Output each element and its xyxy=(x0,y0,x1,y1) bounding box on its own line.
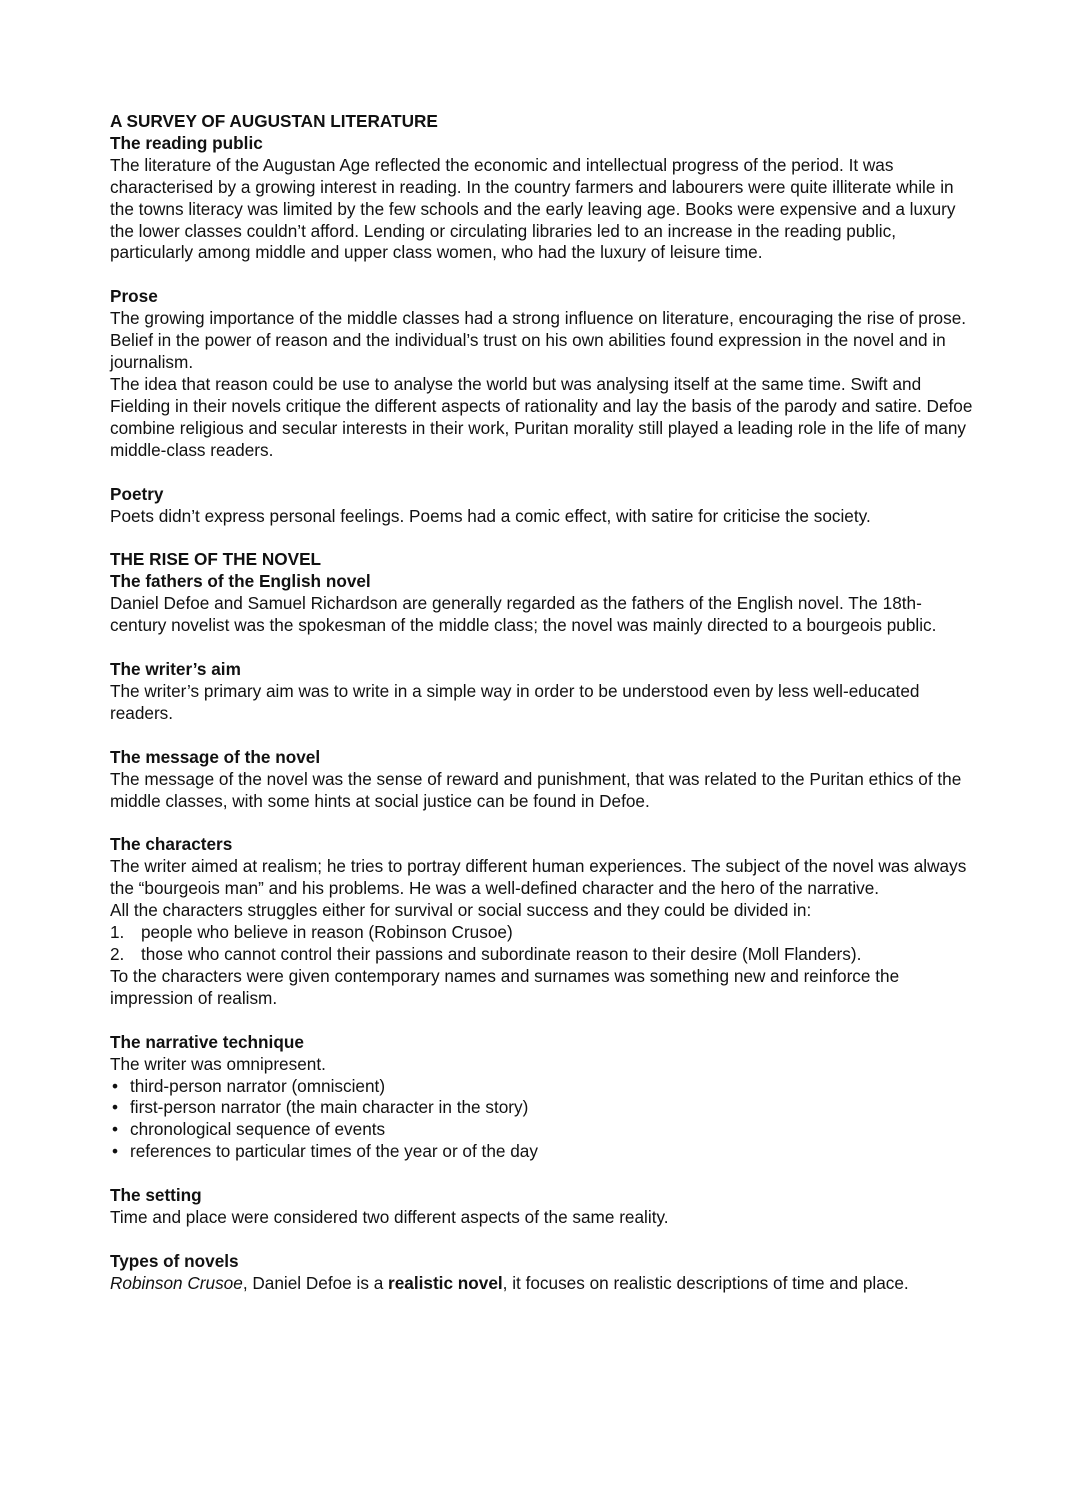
prose-paragraph-2: The idea that reason could be use to analyse the world but was analysing itself at the same time. Swift and Fielding in their novels critique the different aspects of rationality and lay the basis of the parody and satire. Defoe combine religious and secular interests in their work, Puritan morality still played a leading role in the life of many middle-class readers. xyxy=(110,373,973,460)
list-number: 1. xyxy=(110,922,125,943)
prose-heading: Prose xyxy=(110,286,158,307)
list-item-text: chronological sequence of events xyxy=(130,1119,386,1140)
list-item-text: third-person narrator (omniscient) xyxy=(130,1075,386,1096)
setting-text: Time and place were considered two different aspects of the same reality. xyxy=(110,1207,669,1228)
types-text xyxy=(110,1273,978,1295)
novel-title: THE RISE OF THE NOVEL xyxy=(110,549,322,570)
survey-title: A SURVEY OF AUGUSTAN LITERATURE xyxy=(110,111,438,131)
list-item xyxy=(110,1097,978,1119)
characters-heading: The characters xyxy=(110,834,233,855)
technique-intro: The writer was omnipresent. xyxy=(110,1053,326,1074)
bullet-icon: • xyxy=(112,1097,119,1118)
list-item-text: those who cannot control their passions and subordinate reason to their desire (Moll Flanders). xyxy=(141,944,862,964)
list-item xyxy=(110,1076,978,1098)
list-item xyxy=(110,922,978,944)
realistic-novel-bold: realistic novel xyxy=(388,1272,503,1293)
list-item xyxy=(110,944,978,966)
list-number: 2. xyxy=(110,944,125,964)
characters-paragraph-2: All the characters struggles either for survival or social success and they could be divided in: xyxy=(110,900,812,921)
characters-list xyxy=(110,922,978,966)
aim-heading: The writer’s aim xyxy=(110,659,241,680)
setting-heading: The setting xyxy=(110,1185,202,1206)
types-text-end: , it focuses on realistic descriptions of time and place. xyxy=(502,1272,909,1293)
technique-heading: The narrative technique xyxy=(110,1031,304,1052)
technique-list xyxy=(110,1076,978,1164)
bullet-icon: • xyxy=(112,1075,119,1096)
bullet-icon: • xyxy=(112,1119,119,1140)
list-item-text: references to particular times of the year or of the day xyxy=(130,1141,538,1162)
poetry-heading: Poetry xyxy=(110,483,164,504)
list-item-text: first-person narrator (the main character in the story) xyxy=(130,1097,529,1118)
message-heading: The message of the novel xyxy=(110,746,321,767)
list-item xyxy=(110,1141,978,1163)
fathers-text: Daniel Defoe and Samuel Richardson are generally regarded as the fathers of the English novel. The 18th-century novelist was the spokesman of the middle class; the novel was mainly directed to a bourgeois public. xyxy=(110,593,937,636)
document-page xyxy=(110,111,978,1295)
reading-public-text: The literature of the Augustan Age reflected the economic and intellectual progress of the period. It was characterised by a growing interest in reading. In the country farmers and labourers were quite illiterate while in the towns literacy was limited by the few schools and the early leaving age. Books were expensive and a luxury the lower classes couldn’t afford. Lending or circulating libraries led to an increase in the reading public, particularly among middle and upper class women, who had the luxury of leisure time. xyxy=(110,154,956,263)
types-text-mid: , Daniel Defoe is a xyxy=(242,1272,389,1293)
novel-title-italic: Robinson Crusoe xyxy=(110,1272,243,1293)
bullet-icon: • xyxy=(112,1141,119,1162)
types-heading: Types of novels xyxy=(110,1250,239,1271)
reading-public-heading: The reading public xyxy=(110,132,263,153)
poetry-text: Poets didn’t express personal feelings. Poems had a comic effect, with satire for criticise the society. xyxy=(110,505,871,526)
message-text: The message of the novel was the sense of reward and punishment, that was related to the Puritan ethics of the middle classes, with some hints at social justice can be found in Defoe. xyxy=(110,768,962,811)
list-item xyxy=(110,1119,978,1141)
characters-paragraph-3: To the characters were given contemporary names and surnames was something new and reinforce the impression of realism. xyxy=(110,965,900,1008)
fathers-heading: The fathers of the English novel xyxy=(110,571,371,592)
characters-paragraph-1: The writer aimed at realism; he tries to portray different human experiences. The subject of the novel was always the “bourgeois man” and his problems. He was a well-defined character and the hero of the narrative. xyxy=(110,856,967,899)
prose-paragraph-1: The growing importance of the middle classes had a strong influence on literature, encouraging the rise of prose. Belief in the power of reason and the individual’s trust on his own abilities found expression in the novel and in journalism. xyxy=(110,308,967,373)
list-item-text: people who believe in reason (Robinson Crusoe) xyxy=(141,922,513,943)
aim-text: The writer’s primary aim was to write in a simple way in order to be understood even by less well-educated readers. xyxy=(110,680,920,723)
